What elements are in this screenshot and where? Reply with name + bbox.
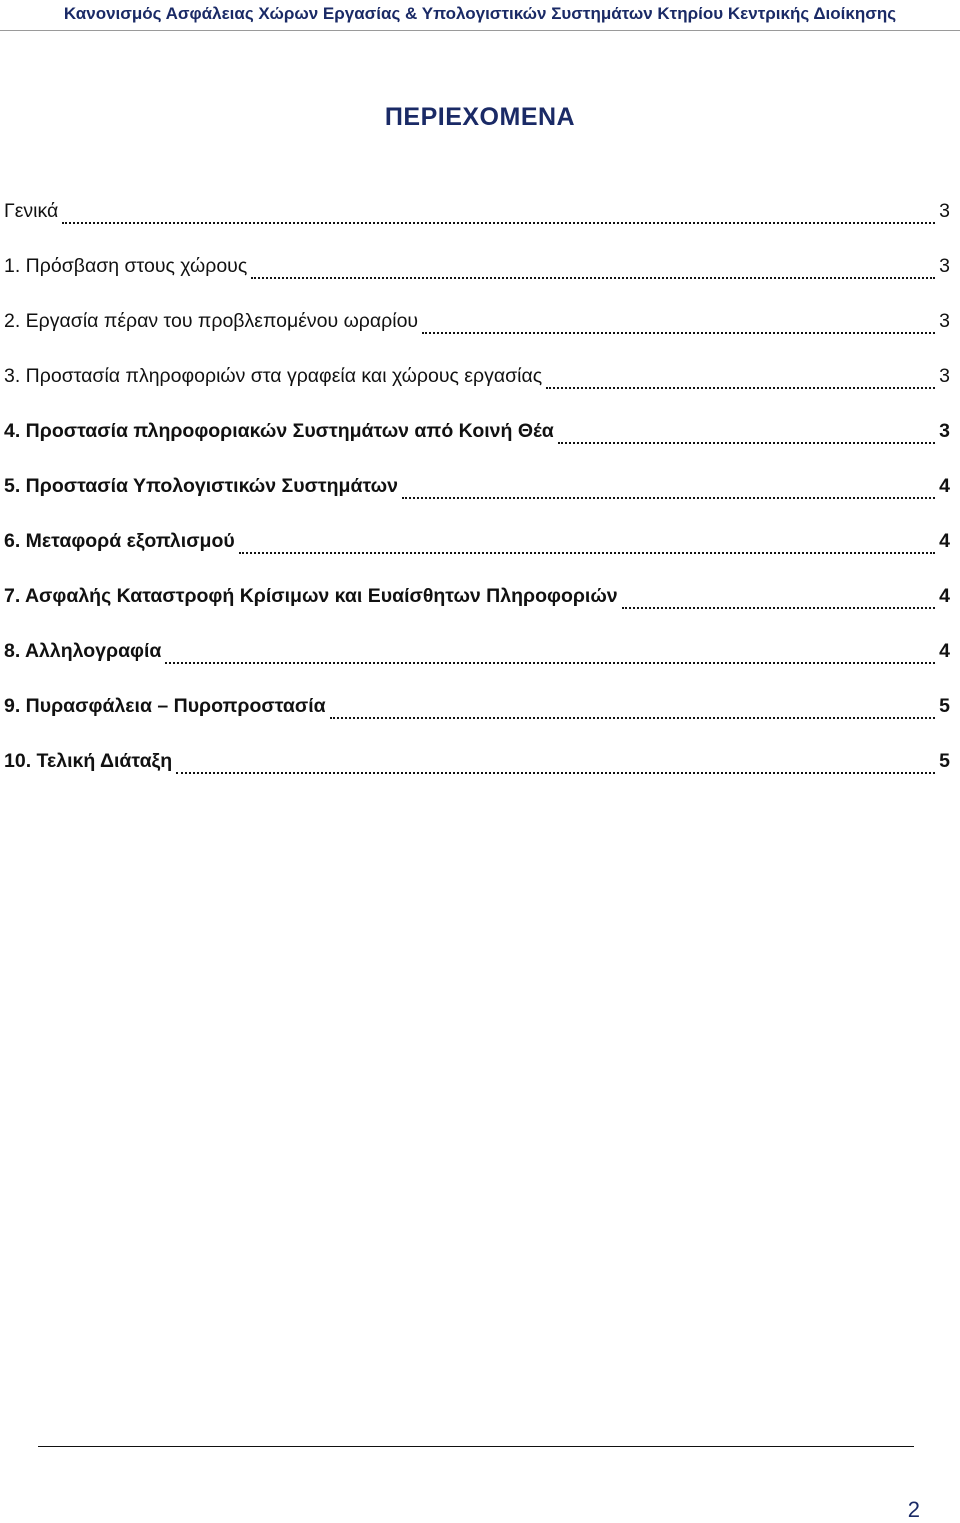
toc-entry-page: 4 [939, 530, 950, 552]
toc-entry-text: Γενικά [4, 200, 59, 222]
toc-entry-page: 3 [939, 365, 950, 387]
dot-leader [402, 497, 935, 499]
toc-entry-text: 2. Εργασία πέραν του προβλεπομένου ωραρίου [4, 310, 419, 332]
toc-title: ΠΕΡΙΕΧΟΜΕΝΑ [384, 103, 576, 131]
toc-entry[interactable] [4, 475, 950, 505]
dot-leader [330, 717, 936, 719]
toc-entry-text: 4. Προστασία πληροφοριακών Συστημάτων από Κοινή Θέα [4, 420, 554, 442]
toc-entry-text: 5. Προστασία Υπολογιστικών Συστημάτων [4, 475, 398, 497]
toc-entry[interactable] [4, 200, 950, 230]
toc-entry[interactable] [4, 640, 950, 670]
toc-entry-page: 3 [939, 310, 950, 332]
dot-leader [251, 277, 935, 279]
toc-entry-page: 5 [939, 695, 950, 717]
dot-leader [165, 662, 935, 664]
toc-entry[interactable] [4, 420, 950, 450]
footer-rule [38, 1446, 914, 1447]
dot-leader [558, 442, 935, 444]
toc-entry[interactable] [4, 255, 950, 285]
dot-leader [622, 607, 935, 609]
toc-entry-page: 4 [939, 585, 950, 607]
toc-entry-page: 3 [939, 420, 950, 442]
toc-entry[interactable] [4, 530, 950, 560]
toc-entry-page: 3 [939, 200, 950, 222]
toc-entry-text: 6. Μεταφορά εξοπλισμού [4, 530, 235, 552]
toc-entry-text: 1. Πρόσβαση στους χώρους [4, 255, 248, 277]
toc-entry[interactable] [4, 585, 950, 615]
toc-entry-text: 10. Τελική Διάταξη [4, 750, 173, 772]
dot-leader [176, 772, 935, 774]
dot-leader [546, 387, 935, 389]
dot-leader [422, 332, 935, 334]
toc-entry-text: 7. Ασφαλής Καταστροφή Κρίσιμων και Ευαίσθητων Πληροφοριών [4, 585, 618, 607]
toc-entry-text: 3. Προστασία πληροφοριών στα γραφεία και χώρους εργασίας [4, 365, 543, 387]
toc-entry-text: 8. Αλληλογραφία [4, 640, 162, 662]
toc-entry[interactable] [4, 365, 950, 395]
toc-entry-page: 4 [939, 640, 950, 662]
toc-entry-page: 5 [939, 750, 950, 772]
toc-entry[interactable] [4, 310, 950, 340]
toc-entry[interactable] [4, 695, 950, 725]
toc-entry-text: 9. Πυρασφάλεια – Πυροπροστασία [4, 695, 326, 717]
toc-entry[interactable] [4, 750, 950, 780]
dot-leader [239, 552, 935, 554]
toc-entry-page: 4 [939, 475, 950, 497]
toc-entry-page: 3 [939, 255, 950, 277]
page-number: 2 [907, 1497, 920, 1522]
dot-leader [62, 222, 935, 224]
running-header: Κανονισμός Ασφάλειας Χώρων Εργασίας & Υπολογιστικών Συστημάτων Κτηρίου Κεντρικής Διοίκησης [0, 0, 960, 31]
